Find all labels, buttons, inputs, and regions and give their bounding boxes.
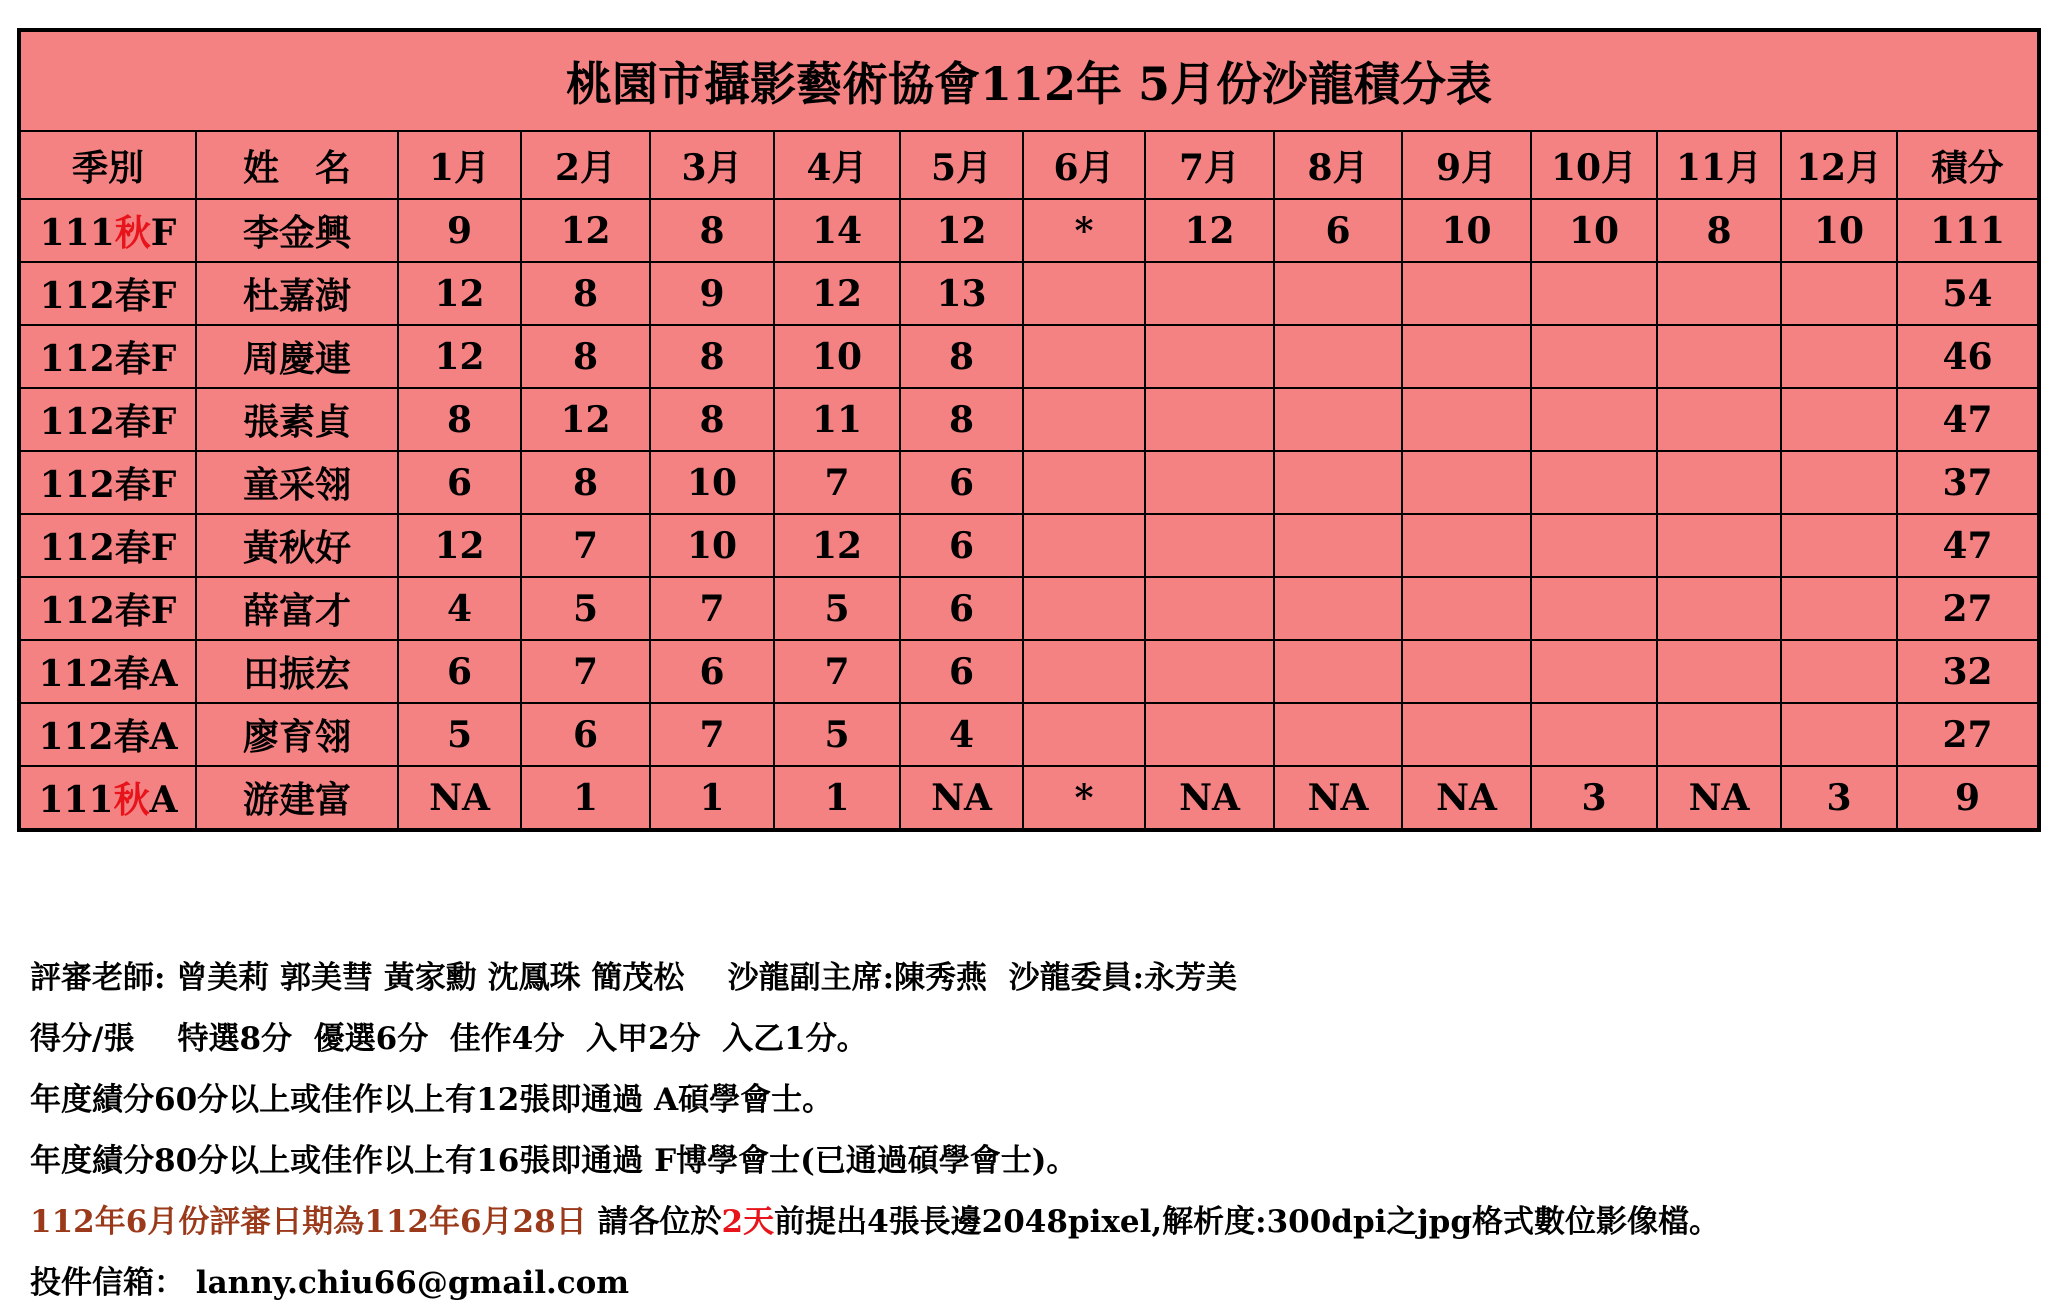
month-score: 5	[398, 703, 521, 766]
month-score: 6	[650, 640, 774, 703]
total-score: 27	[1897, 703, 2039, 766]
season-cell	[19, 514, 196, 577]
column-header: 季別	[19, 131, 196, 199]
month-score	[1531, 703, 1657, 766]
month-score: 12	[774, 262, 900, 325]
month-score	[1657, 325, 1781, 388]
month-score: 10	[1531, 199, 1657, 262]
deadline-line	[30, 1192, 2040, 1253]
season-cell	[19, 640, 196, 703]
month-score	[1145, 703, 1274, 766]
month-score: 6	[398, 451, 521, 514]
month-score: 4	[900, 703, 1023, 766]
month-score	[1402, 514, 1531, 577]
month-score	[1145, 388, 1274, 451]
table-row	[19, 388, 2039, 451]
month-score	[1402, 262, 1531, 325]
season-grade: F	[150, 338, 177, 380]
column-header: 9月	[1402, 131, 1531, 199]
table-row	[19, 199, 2039, 262]
judges-line: 評審老師: 曾美莉 郭美彗 黃家勳 沈鳳珠 簡茂松 沙龍副主席:陳秀燕 沙龍委員:永芳美	[30, 960, 1238, 996]
month-score	[1657, 388, 1781, 451]
table-row	[19, 262, 2039, 325]
month-score: NA	[1657, 766, 1781, 830]
season-year: 111	[39, 212, 115, 254]
member-name: 杜嘉澍	[196, 262, 398, 325]
table-row	[19, 640, 2039, 703]
master-rule-line: 年度績分60分以上或佳作以上有12張即通過 A碩學會士。	[30, 1082, 834, 1118]
month-score	[1781, 514, 1897, 577]
month-score: 7	[521, 640, 650, 703]
score-table	[17, 28, 2041, 832]
month-score: 10	[1402, 199, 1531, 262]
month-score	[1657, 640, 1781, 703]
season-grade: F	[150, 275, 177, 317]
member-name: 張素貞	[196, 388, 398, 451]
month-score: 1	[521, 766, 650, 830]
column-header: 5月	[900, 131, 1023, 199]
member-name: 童采翎	[196, 451, 398, 514]
column-header: 姓 名	[196, 131, 398, 199]
month-score	[1274, 703, 1402, 766]
month-score: 12	[398, 514, 521, 577]
column-header: 8月	[1274, 131, 1402, 199]
month-score	[1402, 451, 1531, 514]
doctor-rule-line: 年度績分80分以上或佳作以上有16張即通過 F博學會士(已通過碩學會士)。	[30, 1143, 1078, 1179]
month-score: 10	[1781, 199, 1897, 262]
table-row	[19, 451, 2039, 514]
month-score: 7	[650, 703, 774, 766]
month-score: 12	[398, 262, 521, 325]
month-score: 12	[521, 199, 650, 262]
season-grade: F	[150, 590, 177, 632]
season-cell	[19, 262, 196, 325]
month-score: 10	[650, 451, 774, 514]
month-score: 12	[521, 388, 650, 451]
month-score	[1657, 577, 1781, 640]
month-score: 6	[900, 514, 1023, 577]
total-score: 54	[1897, 262, 2039, 325]
month-score	[1023, 640, 1145, 703]
season-year: 112	[39, 527, 115, 569]
season-grade: F	[150, 464, 177, 506]
total-score: 32	[1897, 640, 2039, 703]
month-score: 8	[521, 262, 650, 325]
member-name: 薛富才	[196, 577, 398, 640]
season-cell	[19, 766, 196, 830]
month-score	[1531, 577, 1657, 640]
season-year: 112	[38, 653, 114, 695]
month-score: 6	[398, 640, 521, 703]
month-score: 7	[774, 640, 900, 703]
month-score: 1	[650, 766, 774, 830]
season-year: 112	[39, 401, 115, 443]
month-score	[1274, 325, 1402, 388]
table-row	[19, 577, 2039, 640]
month-score	[1781, 325, 1897, 388]
month-score	[1781, 640, 1897, 703]
header-row	[19, 131, 2039, 199]
month-score: 13	[900, 262, 1023, 325]
month-score: 5	[521, 577, 650, 640]
month-score: 6	[900, 451, 1023, 514]
month-score	[1657, 262, 1781, 325]
month-score: 8	[900, 325, 1023, 388]
month-score: 4	[398, 577, 521, 640]
member-name: 李金興	[196, 199, 398, 262]
month-score: 8	[398, 388, 521, 451]
table-row	[19, 514, 2039, 577]
season-cell	[19, 577, 196, 640]
month-score: 8	[650, 325, 774, 388]
column-header: 2月	[521, 131, 650, 199]
month-score	[1657, 514, 1781, 577]
month-score: 12	[774, 514, 900, 577]
month-score: 14	[774, 199, 900, 262]
month-score: 7	[650, 577, 774, 640]
total-score: 9	[1897, 766, 2039, 830]
table-title: 桃園市攝影藝術協會112年 5月份沙龍積分表	[19, 30, 2039, 131]
season-cell	[19, 325, 196, 388]
total-score: 111	[1897, 199, 2039, 262]
month-score: 12	[1145, 199, 1274, 262]
month-score: 7	[774, 451, 900, 514]
scoring-line: 得分/張 特選8分 優選6分 佳作4分 入甲2分 入乙1分。	[30, 1021, 868, 1057]
column-header: 3月	[650, 131, 774, 199]
season-year: 112	[39, 338, 115, 380]
member-name: 田振宏	[196, 640, 398, 703]
column-header: 12月	[1781, 131, 1897, 199]
month-score	[1023, 577, 1145, 640]
deadline-days: 2天	[721, 1204, 775, 1240]
month-score	[1781, 577, 1897, 640]
table-row	[19, 766, 2039, 830]
season-year: 112	[39, 275, 115, 317]
season-term: 秋	[114, 212, 151, 254]
month-score: 5	[774, 577, 900, 640]
month-score: 8	[650, 199, 774, 262]
month-score	[1531, 640, 1657, 703]
month-score: NA	[398, 766, 521, 830]
season-term: 春	[114, 401, 151, 443]
column-header: 4月	[774, 131, 900, 199]
month-score: NA	[1402, 766, 1531, 830]
season-grade: F	[150, 527, 177, 569]
month-score: 7	[521, 514, 650, 577]
month-score: 6	[521, 703, 650, 766]
month-score	[1531, 451, 1657, 514]
month-score: 1	[774, 766, 900, 830]
season-grade: A	[149, 779, 178, 821]
month-score	[1145, 577, 1274, 640]
month-score	[1274, 514, 1402, 577]
month-score: 8	[900, 388, 1023, 451]
month-score	[1023, 262, 1145, 325]
month-score: *	[1023, 766, 1145, 830]
column-header: 10月	[1531, 131, 1657, 199]
month-score	[1023, 325, 1145, 388]
month-score	[1531, 262, 1657, 325]
season-term: 春	[113, 716, 150, 758]
month-score	[1657, 703, 1781, 766]
month-score: 12	[398, 325, 521, 388]
season-year: 112	[39, 590, 115, 632]
month-score	[1402, 640, 1531, 703]
month-score	[1145, 262, 1274, 325]
month-score: 10	[650, 514, 774, 577]
table-row	[19, 325, 2039, 388]
month-score: 8	[1657, 199, 1781, 262]
season-year: 111	[38, 779, 114, 821]
total-score: 46	[1897, 325, 2039, 388]
season-grade: A	[149, 716, 178, 758]
month-score: 11	[774, 388, 900, 451]
month-score: 9	[398, 199, 521, 262]
column-header: 7月	[1145, 131, 1274, 199]
month-score	[1531, 325, 1657, 388]
season-year: 112	[39, 464, 115, 506]
month-score: *	[1023, 199, 1145, 262]
season-term: 春	[114, 527, 151, 569]
month-score	[1402, 703, 1531, 766]
month-score	[1274, 577, 1402, 640]
month-score	[1531, 388, 1657, 451]
notes-section	[30, 948, 2040, 1314]
month-score	[1274, 451, 1402, 514]
season-term: 秋	[113, 779, 150, 821]
table-row	[19, 703, 2039, 766]
total-score: 37	[1897, 451, 2039, 514]
month-score	[1531, 514, 1657, 577]
season-cell	[19, 388, 196, 451]
season-term: 春	[114, 275, 151, 317]
month-score: 6	[1274, 199, 1402, 262]
month-score	[1145, 640, 1274, 703]
month-score: 9	[650, 262, 774, 325]
total-score: 27	[1897, 577, 2039, 640]
month-score: 6	[900, 640, 1023, 703]
season-grade: F	[150, 212, 177, 254]
table-body	[19, 199, 2039, 830]
month-score	[1402, 388, 1531, 451]
season-term: 春	[114, 338, 151, 380]
member-name: 黃秋好	[196, 514, 398, 577]
month-score	[1781, 451, 1897, 514]
column-header: 11月	[1657, 131, 1781, 199]
month-score	[1274, 640, 1402, 703]
season-cell	[19, 451, 196, 514]
season-term: 春	[113, 653, 150, 695]
month-score	[1402, 577, 1531, 640]
month-score: 8	[650, 388, 774, 451]
month-score: 6	[900, 577, 1023, 640]
month-score	[1145, 451, 1274, 514]
season-cell	[19, 199, 196, 262]
month-score	[1657, 451, 1781, 514]
month-score: 8	[521, 451, 650, 514]
season-grade: F	[150, 401, 177, 443]
member-name: 周慶連	[196, 325, 398, 388]
month-score: 3	[1531, 766, 1657, 830]
month-score	[1781, 388, 1897, 451]
month-score	[1023, 514, 1145, 577]
month-score	[1023, 703, 1145, 766]
total-score: 47	[1897, 514, 2039, 577]
email-line: 投件信箱： lanny.chiu66@gmail.com	[30, 1265, 630, 1301]
column-header: 6月	[1023, 131, 1145, 199]
month-score	[1023, 451, 1145, 514]
month-score: NA	[1274, 766, 1402, 830]
month-score: 5	[774, 703, 900, 766]
season-term: 春	[114, 464, 151, 506]
month-score	[1781, 703, 1897, 766]
month-score	[1274, 262, 1402, 325]
season-term: 春	[114, 590, 151, 632]
deadline-text-b: 前提出4張長邊2048pixel,解析度:300dpi之jpg格式數位影像檔。	[774, 1204, 1720, 1240]
month-score: 12	[900, 199, 1023, 262]
month-score	[1402, 325, 1531, 388]
member-name: 游建富	[196, 766, 398, 830]
month-score: NA	[900, 766, 1023, 830]
month-score	[1145, 514, 1274, 577]
month-score: 3	[1781, 766, 1897, 830]
season-grade: A	[149, 653, 178, 695]
column-header: 積分	[1897, 131, 2039, 199]
total-score: 47	[1897, 388, 2039, 451]
deadline-text-a: 請各位於	[586, 1204, 722, 1240]
column-header: 1月	[398, 131, 521, 199]
member-name: 廖育翎	[196, 703, 398, 766]
month-score: 10	[774, 325, 900, 388]
season-year: 112	[38, 716, 114, 758]
month-score	[1781, 262, 1897, 325]
month-score	[1274, 388, 1402, 451]
month-score: 8	[521, 325, 650, 388]
season-cell	[19, 703, 196, 766]
month-score: NA	[1145, 766, 1274, 830]
month-score	[1145, 325, 1274, 388]
judging-date: 112年6月份評審日期為112年6月28日	[30, 1204, 587, 1240]
month-score	[1023, 388, 1145, 451]
